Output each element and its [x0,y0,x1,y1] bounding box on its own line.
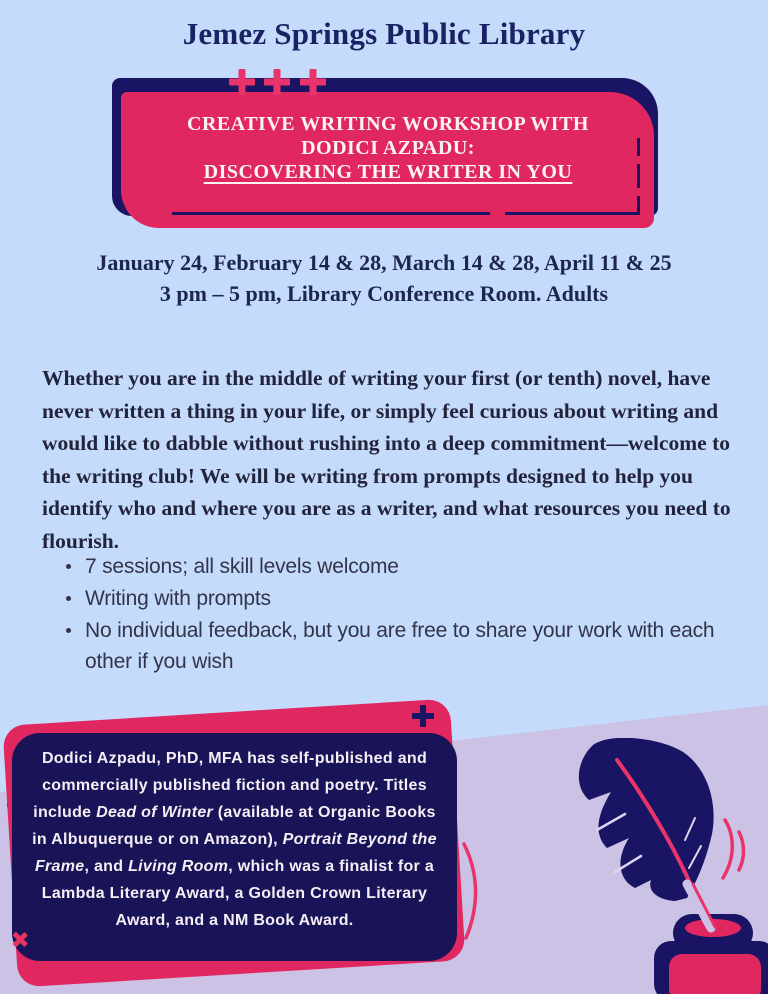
schedule-dates: January 24, February 14 & 28, March 14 & 28, April 11 & 25 [96,250,672,275]
bio-segment: , which was a finalist for a Lambda Literary Award, a Golden Crown Literary Award, and a NM Book Award. [41,858,435,929]
schedule-block [0,247,768,309]
plus-icon [264,69,290,95]
banner-border-dash [637,196,640,215]
banner-title [132,112,644,184]
banner-title-line2: DODICI AZPADU: [301,137,475,159]
banner-title-line3: DISCOVERING THE WRITER IN YOU [203,161,573,183]
feature-list [63,551,725,678]
bio-segment: (available at Organic Books in Albuquerque or on Amazon), [32,804,436,848]
schedule-time-location: 3 pm – 5 pm, Library Conference Room. Adults [159,281,609,306]
banner-border-line [172,212,490,215]
list-item: Writing with prompts [63,583,725,614]
bio-segment: , and [84,858,129,875]
list-item: 7 sessions; all skill levels welcome [63,551,725,582]
quill-inkpot-illustration [565,738,768,994]
plus-icon [412,705,434,727]
banner-border-line [505,212,640,215]
description-paragraph: Whether you are in the middle of writing your first (or tenth) novel, have never written a thing in your life, or simply feel curious about writing and would like to dabble without rushing into a deep commitment—welcome to the writing club! We will be writing from prompts designed to help you identify who and where you are as a writer, and what resources you need to flourish. [42,366,731,553]
cross-icon [11,931,28,948]
book-title: Living Room [128,858,229,875]
book-title: Dead of Winter [96,804,214,821]
book-title: Portrait Beyond the Frame [34,831,437,875]
banner-title-line1: CREATIVE WRITING WORKSHOP WITH [187,113,589,135]
bio-text [26,745,443,934]
plus-icon [300,69,326,95]
plus-icon [229,69,255,95]
list-item: No individual feedback, but you are free to share your work with each other if you wish [63,615,725,677]
page-title: Jemez Springs Public Library [182,16,586,51]
bio-segment: Dodici Azpadu, PhD, MFA has self-published and commercially published fiction and poetry. Titles include [33,750,428,821]
pink-bracket-curve [460,842,486,940]
